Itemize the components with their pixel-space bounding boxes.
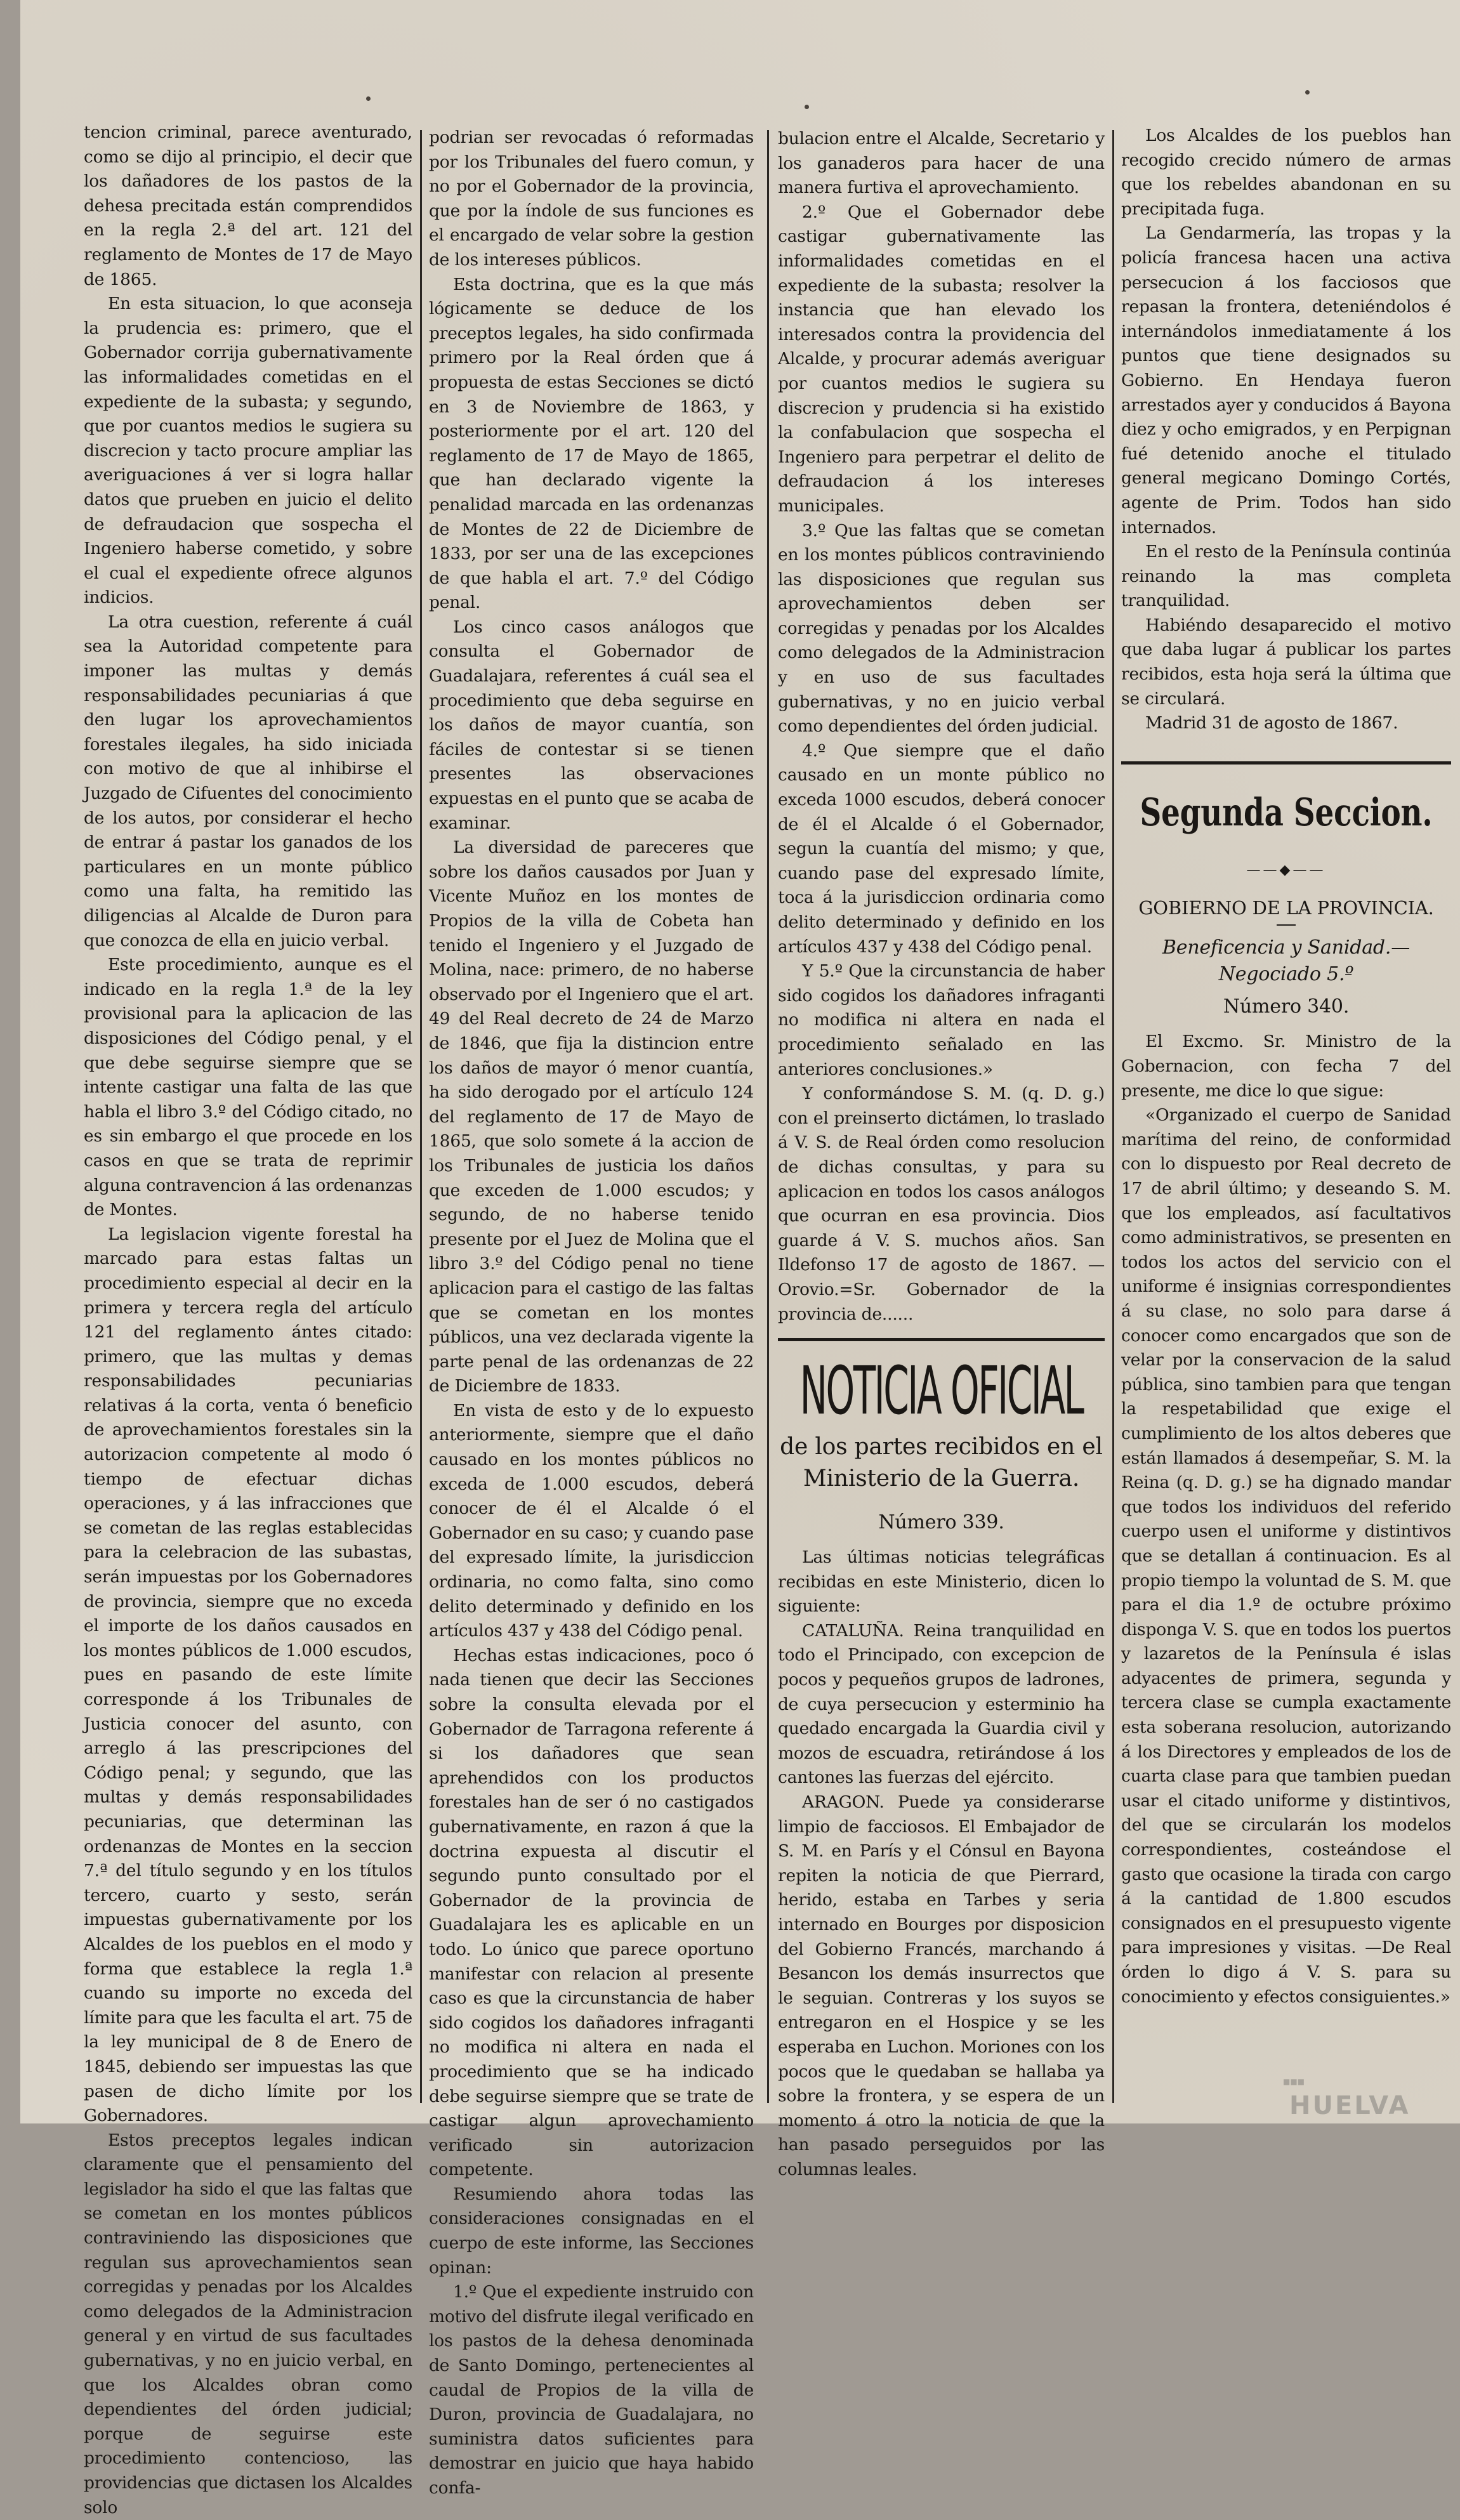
segunda-seccion-title: Segunda Seccion. — [1140, 790, 1433, 835]
paragraph: Y conformándose S. M. (q. D. g.) con el preinserto dictámen, lo traslado á V. S. de Real órden como resolucion de dichas consultas, y para su aplicacion en todos los casos análogos que ocurran en esa provincia. Dios guarde á V. S. muchos años. San Ildefonso 17 de agosto de 1867. —Orovio.=Sr. Gobernador de la provincia de...... — [778, 1084, 1105, 1324]
section-divider — [778, 1338, 1105, 1341]
gobierno-heading: GOBIERNO DE LA PROVINCIA. — [1138, 897, 1434, 919]
paragraph: La diversidad de pareceres que sobre los daños causados por Juan y Vicente Muñoz en los montes de Propios de la villa de Cobeta han tenido el Ingeniero y el Juzgado de Molina, nace: primero, de no haberse observado por el Ingeniero que el art. 49 del Real decreto de 24 de Marzo de 1846, que fija la distincion entre los daños de mayor ó menor cuantía, ha sido derogado por el artículo 124 del reglamento de 17 de Mayo de 1865, que solo somete á la accion de los Tribunales de justicia los daños que exceden de 1.000 escudos; y segundo, de no haberse tenido presente por el Juez de Molina que el libro 3.º del Código penal no tiene aplicacion para el castigo de las faltas que se cometan en los montes públicos, una vez declarada vigente la parte penal de las ordenanzas de 22 de Diciembre de 1833. — [429, 837, 754, 1396]
column-3 — [778, 127, 1105, 2179]
paragraph: Este procedimiento, aunque es el indicado en la regla 1.ª de la ley provisional para la aplicacion de las disposiciones del Código penal, y el que debe seguirse siempre que se intente castigar una falta de las que habla el libro 3.º del Código citado, no es sin embargo el que procede en los casos en que se trata de reprimir alguna contravencion á las ordenanzas de Montes. — [84, 955, 412, 1220]
paragraph: El Excmo. Sr. Ministro de la Gobernacion, con fecha 7 del presente, me dice lo que sigue: — [1121, 1032, 1451, 1101]
paragraph: 2.º Que el Gobernador debe castigar gubernativamente las informalidades cometidas en el expediente de la subasta; resolver la instancia que han elevado los interesados contra la providencia del Alcalde, y procurar además averiguar por cuantos medios le sugiera su discrecion y prudencia si ha existido la confabulacion que sospecha el Ingeniero para perpetrar el delito de defraudacion á los intereses municipales. — [778, 202, 1105, 516]
archive-watermark: HUELVA — [1289, 2091, 1411, 2120]
paragraph: Habiéndo desaparecido el motivo que daba lugar á publicar los partes recibidos, esta hoja será la última que se circulará. — [1121, 615, 1451, 709]
paragraph: Estos preceptos legales indican claramente que el pensamiento del legislador ha sido el que las faltas que se cometan en los montes públicos contraviniendo las disposiciones que regulan sus aprovechamientos sean corregidas y penadas por los Alcaldes como delegados de la Administracion general y en virtud de sus facultades gubernativas, y no en juicio verbal, en que los Alcaldes obran como dependientes del órden judicial; porque de seguirse este procedimiento contencioso, las providencias que dictasen los Alcaldes solo — [84, 2130, 412, 2517]
paragraph: Hechas estas indicaciones, poco ó nada tienen que decir las Secciones sobre la consulta elevada por el Gobernador de Tarragona referente á si los dañadores que sean aprehendidos con los productos forestales han de ser ó no castigados gubernativamente, en razon á que la doctrina expuesta al discutir el segundo punto consultado por el Gobernador de la provincia de Guadalajara les es aplicable en un todo. Lo único que parece oportuno manifestar con relacion al presente caso es que la circunstancia de haber sido cogidos los dañadores infraganti no modifica ni altera en nada el procedimiento que se ha indicado debe seguirse siempre que se trate de castigar algun aprovechamiento verificado sin autorizacion competente. — [429, 1645, 754, 2180]
paragraph: La legislacion vigente forestal ha marcado para estas faltas un procedimiento especial al decir en la primera y tercera regla del artículo 121 del reglamento ántes citado: primero, que las multas y demas responsabilidades pecuniarias relativas á la corta, venta ó beneficio de aprovechamientos forestales sin la autorizacion competente al modo ó tiempo de efectuar dichas operaciones, y á las infracciones que se cometan de las reglas establecidas para la celebracion de las subastas, serán impuestas por los Gobernadores de provincia, siempre que no exceda el importe de los daños causados en los montes públicos de 1.000 escudos, pues en pasando de este límite corresponde á los Tribunales de Justicia conocer del asunto, con arreglo á las prescripciones del Código penal; y segundo, que las multas y demás responsabilidades pecuniarias, que determinan las ordenanzas de Montes en la seccion 7.ª del título segundo y en los títulos tercero, cuarto y sesto, serán impuestas gubernativamente por los Alcaldes de los pueblos en el modo y forma que establece la regla 1.ª cuando su importe no exceda del límite para que les faculta el art. 75 de la ley municipal de 8 de Enero de 1845, debiendo ser impuestas las que pasen de dicho límite por los Gobernadores. — [84, 1224, 412, 2126]
beneficencia-heading: Beneficencia y Sanidad.—Negociado 5.º — [1162, 936, 1411, 986]
short-rule — [1277, 924, 1296, 926]
ink-speck — [366, 96, 371, 101]
paragraph: podrian ser revocadas ó reformadas por los Tribunales del fuero comun, y no por el Gobernador de la provincia, que por la índole de sus funciones es el encargado de velar sobre la gestion de los intereses públicos. — [429, 128, 754, 270]
paragraph: Los cinco casos análogos que consulta el Gobernador de Guadalajara, referentes á cuál sea el procedimiento que deba seguirse en los daños de mayor cuantía, son fáciles de contestar si se tienen presentes las observaciones expuestas en el punto que se acaba de examinar. — [429, 617, 754, 833]
noticia-subtitle: de los partes recibidos en el Ministerio de la Guerra. — [780, 1434, 1103, 1492]
paragraph: Los Alcaldes de los pueblos han recogido crecido número de armas que los rebeldes abandonan en su precipitada fuga. — [1121, 126, 1451, 219]
column-1 — [84, 121, 412, 2517]
ink-speck — [1305, 90, 1310, 95]
archive-stamp-caption: ■■■ — [1283, 2077, 1305, 2086]
paragraph: La otra cuestion, referente á cuál sea la Autoridad competente para imponer las multas y demás responsabilidades pecuniarias á que den lugar los aprovechamientos forestales ilegales, ha sido iniciada con motivo de que al inhibirse el Juzgado de Cifuentes del conocimiento de los autos, por considerar el hecho de entrar á pastar los ganados de los particulares en un monte público como una falta, ha remitido las diligencias al Alcalde de Duron para que conozca de ella en juicio verbal. — [84, 612, 412, 950]
column-2 — [429, 126, 754, 2498]
paragraph: Resumiendo ahora todas las consideraciones consignadas en el cuerpo de este informe, las Secciones opinan: — [429, 2184, 754, 2278]
paragraph: 1.º Que el expediente instruido con motivo del disfrute ilegal verificado en los pastos de la dehesa denominada de Santo Domingo, pertenecientes al caudal de Propios de la villa de Duron, provincia de Guadalajara, no suministra datos suficientes para demostrar en juicio que haya habido confa- — [429, 2282, 754, 2498]
ornament-divider: ——◆—— — [1246, 862, 1326, 878]
paragraph: En vista de esto y de lo expuesto anteriormente, siempre que el daño causado en los montes públicos no exceda de 1.000 escudos, deberá conocer de él el Alcalde ó el Gobernador en su caso; y cuando pase del expresado límite, la jurisdiccion ordinaria, no como falta, sino como delito determinado y definido en los artículos 437 y 438 del Código penal. — [429, 1400, 754, 1641]
newspaper-page — [20, 0, 1460, 2517]
noticia-oficial-title: NOTICIA OFICIAL — [799, 1352, 1083, 1430]
paragraph: 3.º Que las faltas que se cometan en los montes públicos contraviniendo las disposiciones que regulan sus aprovechamientos deben ser corregidas y penadas por los Alcaldes como delegados de la Administracion y en uso de sus facultades gubernativas, y no en juicio verbal como dependientes del órden judicial. — [778, 520, 1105, 737]
paragraph: En el resto de la Península continúa reinando la mas completa tranquilidad. — [1121, 542, 1451, 611]
column-4 — [1121, 124, 1451, 2122]
paragraph: 4.º Que siempre que el daño causado en un monte público no exceda 1000 escudos, deberá conocer de él el Alcalde ó el Gobernador, segun la cuantía del mismo; y que, cuando pase del expresado límite, toca á la jurisdiccion ordinaria como delito determinado y definido en los artículos 437 y 438 del Código penal. — [778, 740, 1105, 957]
paragraph: Y 5.º Que la circunstancia de haber sido cogidos los dañadores infraganti no modifica ni altera en nada el procedimiento señalado en las anteriores conclusiones.» — [778, 961, 1105, 1079]
column-rule — [1112, 130, 1114, 2103]
paragraph: ARAGON. Puede ya considerarse limpio de facciosos. El Embajador de S. M. en París y el Cónsul en Bayona repiten la noticia de que Pierrard, herido, estaba en Tarbes y seria internado en Bourges por disposicion del Gobierno Francés, marchando á Besancon los demás insurrectos que le seguian. Contreras y los suyos se entregaron en el Hospice y se les esperaba en Luchon. Moriones con los pocos que le quedaban se hallaba ya sobre la frontera, y se espera de un momento á otro la noticia de que la han pasado perseguidos por las columnas leales. — [778, 1792, 1105, 2179]
dateline: Madrid 31 de agosto de 1867. — [1145, 713, 1398, 733]
segunda-number: Número 340. — [1223, 995, 1350, 1018]
paragraph: En esta situacion, lo que aconseja la prudencia es: primero, que el Gobernador corrija gubernativamente las informalidades cometidas en el expediente de la subasta; y segundo, que por cuantos medios le sugiera su discrecion y tacto procure ampliar las averiguaciones á ver si logra hallar datos que prueben en juicio el delito de defraudacion que sospecha el Ingeniero haberse cometido, y sobre el cual el expediente ofrece algunos indicios. — [84, 294, 412, 608]
column-rule — [767, 130, 769, 2103]
paragraph: Las últimas noticias telegráficas recibidas en este Ministerio, dicen lo siguiente: — [778, 1547, 1105, 1617]
paragraph: bulacion entre el Alcalde, Secretario y los ganaderos para hacer de una manera furtiva el aprovechamiento. — [778, 129, 1105, 198]
column-rule — [420, 130, 422, 2103]
paragraph: Esta doctrina, que es la que más lógicamente se deduce de los preceptos legales, ha sido confirmada primero por la Real órden que á propuesta de estas Secciones se dictó en 3 de Noviembre de 1863, y posteriormente por el art. 120 del reglamento de 17 de Mayo de 1865, que han declarado vigente la penalidad marcada en las ordenanzas de Montes de 22 de Diciembre de 1833, por ser una de las excepciones de que habla el art. 7.º del Código penal. — [429, 274, 754, 613]
paragraph: La Gendarmería, las tropas y la policía francesa hacen una activa persecucion á los facciosos que repasan la frontera, deteniéndolos é internándolos inmediatamente á los puntos que tiene designados su Gobierno. En Hendaya fueron arrestados ayer y conducidos á Bayona diez y ocho emigrados, y en Perpignan fué detenido anoche el titulado general megicano Domingo Cortés, agente de Prim. Todos han sido internados. — [1121, 223, 1451, 537]
paragraph: «Organizado el cuerpo de Sanidad marítima del reino, de conformidad con lo dispuesto por Real decreto de 17 de abril último; y deseando S. M. que los empleados, así facultativos como administrativos, se presenten en todos los actos del servicio con el uniforme é insignias correspondientes á su clase, no solo para darse á conocer como encargados que son de velar por la conservacion de la salud pública, sino tambien para que tengan la respetabilidad que exige el cumplimiento de los altos deberes que están llamados á desempeñar, S. M. la Reina (q. D. g.) se ha dignado mandar que todos los individuos del referido cuerpo usen el uniforme y distintivos que se detallan á continuacion. Es al propio tiempo la voluntad de S. M. que para el dia 1.º de octubre próximo disponga V. S. que en todos los puertos y lazaretos de la Península é islas adyacentes de primera, segunda y tercera clase se cumpla exactamente esta soberana resolucion, autorizando á los Directores y empleados de los de cuarta clase para que tambien puedan usar el citado uniforme y distintivos, del que se circularán los modelos correspondientes, costeándose el gasto que ocasione la tirada con cargo á la cantidad de 1.800 escudos consignados en el presupuesto vigente para impresiones y visitas. —De Real órden lo digo á V. S. para su conocimiento y efectos consiguientes.» — [1121, 1105, 1451, 2007]
noticia-number: Número 339. — [878, 1511, 1004, 1534]
paragraph: tencion criminal, parece aventurado, como se dijo al principio, el decir que los dañadores de los pastos de la dehesa precitada están comprendidos en la regla 2.ª del art. 121 del reglamento de Montes de 17 de Mayo de 1865. — [84, 122, 412, 289]
paragraph: CATALUÑA. Reina tranquilidad en todo el Principado, con excepcion de pocos y pequeños grupos de ladrones, de cuya persecucion y esterminio ha quedado encargada la Guardia civil y mozos de escuadra, retirándose á los cantones las fuerzas del ejército. — [778, 1620, 1105, 1788]
section-divider — [1121, 761, 1451, 765]
ink-speck — [805, 105, 809, 109]
